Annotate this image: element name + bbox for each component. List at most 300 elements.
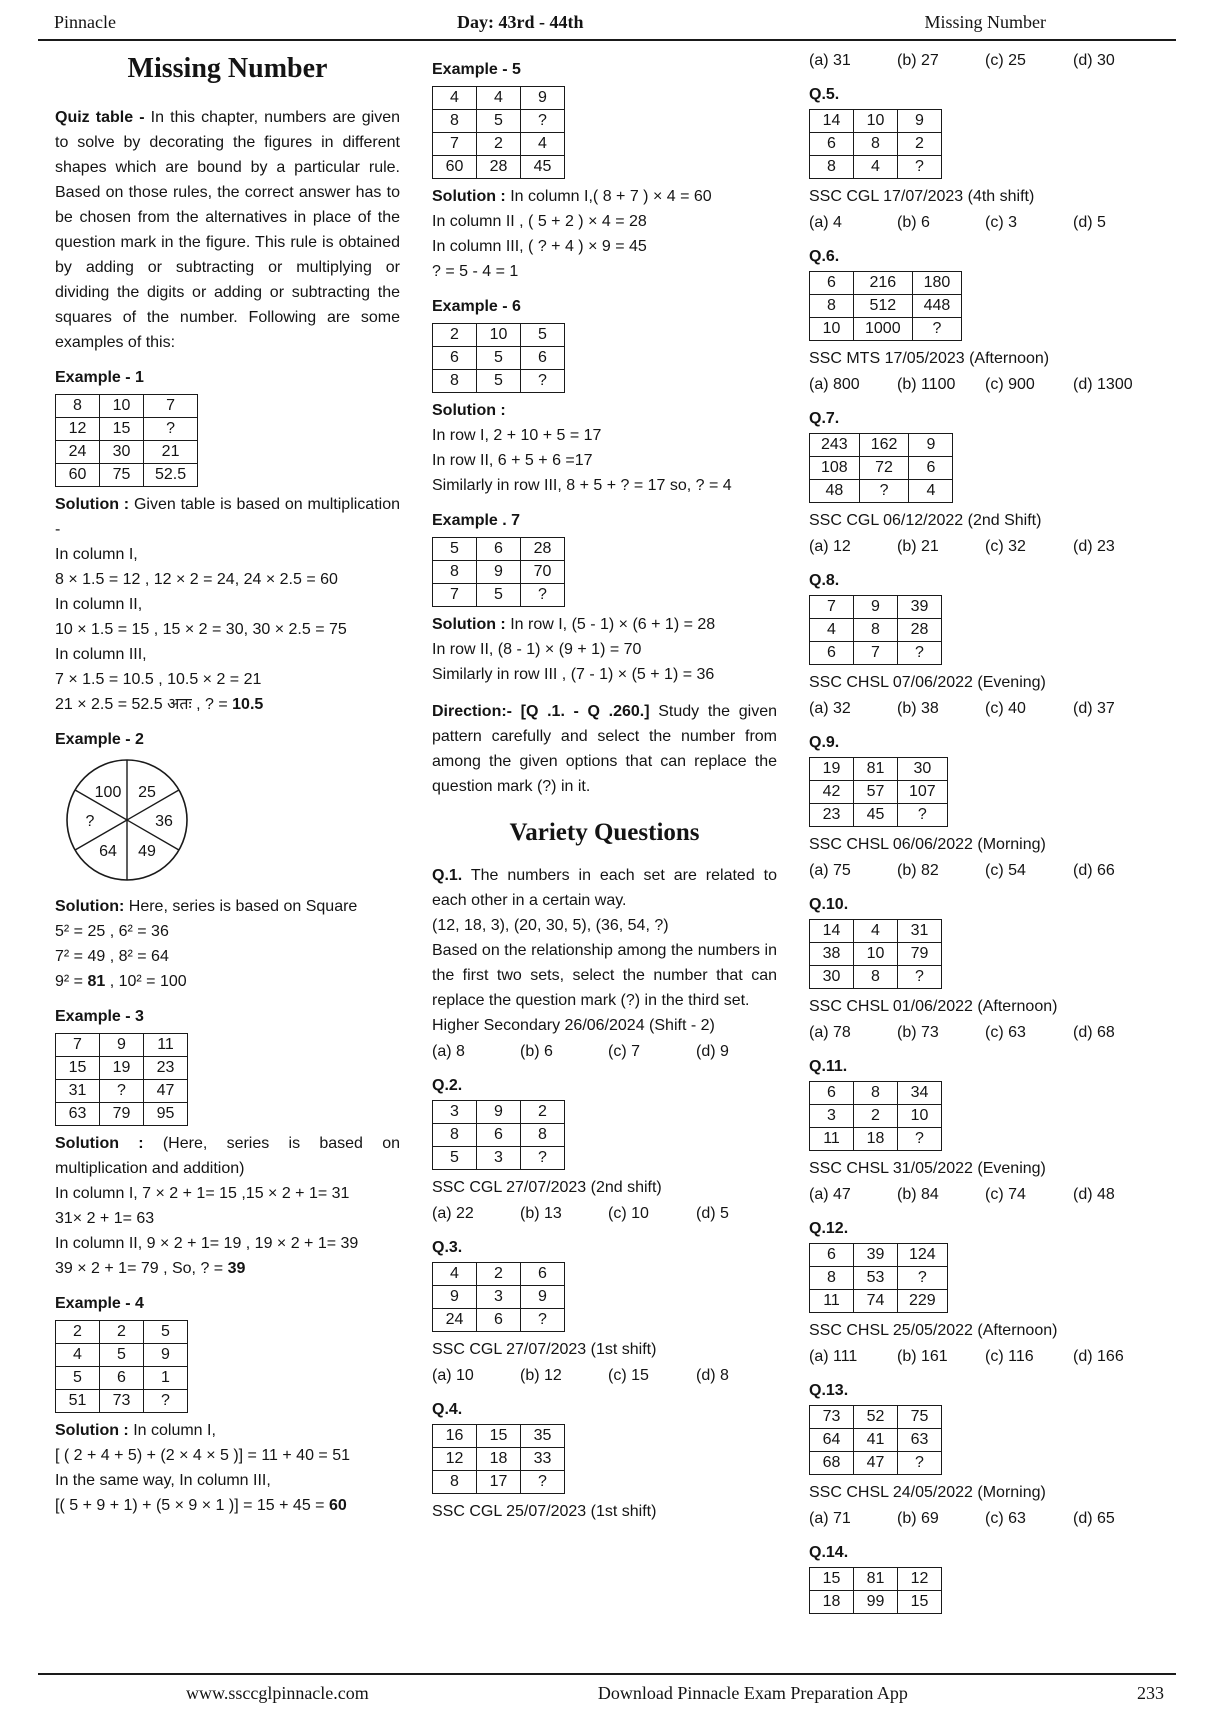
table-cell: 45 — [521, 156, 565, 179]
table-cell: 19 — [810, 758, 854, 781]
option: (d) 65 — [1073, 1510, 1115, 1527]
table-cell: 81 — [854, 758, 898, 781]
q-head: Q.6. — [809, 248, 840, 265]
option: (b) 13 — [520, 1205, 562, 1222]
table-cell: 57 — [854, 781, 898, 804]
table-cell: 16 — [433, 1425, 477, 1448]
option: (c) 3 — [985, 214, 1018, 231]
table-cell: 11 — [144, 1034, 188, 1057]
table-cell: 229 — [898, 1290, 948, 1313]
option: (d) 48 — [1073, 1186, 1115, 1203]
table-cell: ? — [521, 584, 565, 607]
table-cell: 8 — [433, 110, 477, 133]
text-line: 39 × 2 + 1= 79 , So, ? = 39 — [55, 1260, 246, 1277]
option: (c) 74 — [985, 1186, 1026, 1203]
table-row — [810, 966, 942, 989]
option: (c) 40 — [985, 700, 1026, 717]
text-line: In the same way, In column III, — [55, 1472, 271, 1489]
text-line: Similarly in row III, 8 + 5 + ? = 17 so, ? = 4 — [432, 477, 732, 494]
option: (b) 27 — [897, 52, 939, 69]
table-cell: 42 — [810, 781, 854, 804]
table-cell: 10 — [477, 324, 521, 347]
text-line: Solution: Here, series is based on Square — [55, 898, 358, 915]
footer-app-text: Download Pinnacle Exam Preparation App — [597, 1683, 908, 1703]
circle-diagram — [63, 756, 400, 884]
table-row — [433, 561, 565, 584]
paragraph: SSC CGL 25/07/2023 (1st shift) — [432, 1503, 657, 1520]
table-row — [56, 395, 198, 418]
paragraph: Based on the relationship among the numbers in the first two sets, select the number that can replace the question mark (?) in the third set. — [432, 942, 777, 1009]
option: (c) 63 — [985, 1024, 1026, 1041]
text-line: In row I, 2 + 10 + 5 = 17 — [432, 427, 602, 444]
table-cell: 74 — [854, 1290, 898, 1313]
column-3 — [809, 47, 1154, 1669]
table-cell: 33 — [521, 1448, 565, 1471]
table-cell: 24 — [56, 441, 100, 464]
table-cell: 7 — [56, 1034, 100, 1057]
answer-options — [809, 372, 1154, 397]
text-line: In row II, 6 + 5 + 6 =17 — [432, 452, 593, 469]
paragraph: Direction:- [Q .1. - Q .260.] Study the given pattern carefully and select the number from among the given options that can replace the question mark (?) in it. — [432, 703, 777, 795]
paragraph: SSC CGL 06/12/2022 (2nd Shift) — [809, 512, 1042, 529]
table-cell: 6 — [810, 272, 854, 295]
table-row — [810, 295, 962, 318]
table-cell: 3 — [477, 1147, 521, 1170]
table-cell: 2 — [56, 1321, 100, 1344]
text-line: [( 5 + 9 + 1) + (5 × 9 × 1 )] = 15 + 45 = 60 — [55, 1497, 347, 1514]
table-cell: 9 — [898, 110, 942, 133]
paragraph: (12, 18, 3), (20, 30, 5), (36, 54, ?) — [432, 917, 669, 934]
paragraph: SSC CHSL 01/06/2022 (Afternoon) — [809, 998, 1058, 1015]
circle-sector-value: 36 — [155, 813, 173, 830]
option: (c) 116 — [985, 1348, 1034, 1365]
paragraph: SSC CGL 27/07/2023 (1st shift) — [432, 1341, 657, 1358]
table-row — [810, 1290, 948, 1313]
table-row — [56, 1321, 188, 1344]
table-cell: 6 — [433, 347, 477, 370]
option: (a) 31 — [809, 52, 851, 69]
paragraph: SSC MTS 17/05/2023 (Afternoon) — [809, 350, 1050, 367]
option: (a) 111 — [809, 1348, 858, 1365]
ex-head: Example - 4 — [55, 1295, 144, 1312]
table-cell: ? — [898, 642, 942, 665]
paragraph: Quiz table - In this chapter, numbers are given to solve by decorating the figures in different shapes which are bound by a particular rule. Based on those rules, the correct answer has to be chosen from the alternatives in place of the question mark in the figure. This rule is obtained by adding or subtracting or multiplying or dividing the digits or adding or subtracting the squares of the number. Following are some examples of this: — [55, 109, 401, 351]
table-cell: 9 — [433, 1286, 477, 1309]
table-row — [433, 133, 565, 156]
table-cell: 24 — [433, 1309, 477, 1332]
table-cell: 11 — [810, 1128, 854, 1151]
column-1 — [55, 47, 400, 1669]
table-cell: 8 — [521, 1124, 565, 1147]
table-row — [810, 1244, 948, 1267]
number-table — [432, 86, 565, 179]
table-row — [433, 87, 565, 110]
table-cell: 8 — [433, 370, 477, 393]
table-cell: 8 — [854, 619, 898, 642]
table-row — [433, 584, 565, 607]
table-cell: 68 — [810, 1452, 854, 1475]
option: (b) 6 — [520, 1043, 553, 1060]
option: (b) 161 — [897, 1348, 948, 1365]
text-line: 10 × 1.5 = 15 , 15 × 2 = 30, 30 × 2.5 = 75 — [55, 621, 347, 638]
table-cell: ? — [898, 804, 948, 827]
text-line: In column I, 7 × 2 + 1= 15 ,15 × 2 + 1= 31 — [55, 1185, 350, 1202]
table-row — [56, 1080, 188, 1103]
table-cell: 35 — [521, 1425, 565, 1448]
text-line: 31× 2 + 1= 63 — [55, 1210, 155, 1227]
table-row — [433, 1263, 565, 1286]
table-cell: 8 — [433, 1124, 477, 1147]
option: (d) 37 — [1073, 700, 1115, 717]
answer-options — [809, 210, 1154, 235]
table-cell: ? — [521, 370, 565, 393]
number-table — [432, 1424, 565, 1494]
header-day-title: Day: 43rd - 44th — [456, 12, 584, 32]
table-cell: 31 — [898, 920, 942, 943]
ex-head: Example - 3 — [55, 1008, 144, 1025]
number-table — [809, 109, 942, 179]
page-header — [38, 0, 1176, 41]
header-brand: Pinnacle — [54, 12, 116, 32]
table-row — [433, 1101, 565, 1124]
table-cell: 5 — [477, 347, 521, 370]
ex-head: Example - 5 — [432, 61, 521, 78]
option: (c) 63 — [985, 1510, 1026, 1527]
table-cell: 75 — [898, 1406, 942, 1429]
table-cell: ? — [898, 156, 942, 179]
text-line: In row II, (8 - 1) × (9 + 1) = 70 — [432, 641, 642, 658]
table-row — [433, 1425, 565, 1448]
table-row — [56, 1390, 188, 1413]
table-cell: 6 — [810, 133, 854, 156]
table-cell: 4 — [433, 87, 477, 110]
table-row — [810, 1406, 942, 1429]
table-cell: ? — [521, 1471, 565, 1494]
table-row — [56, 464, 198, 487]
table-cell: 512 — [854, 295, 913, 318]
table-row — [810, 318, 962, 341]
option: (a) 10 — [432, 1367, 474, 1384]
table-cell: 72 — [859, 457, 909, 480]
solution-lines — [55, 1131, 400, 1281]
table-cell: 8 — [810, 156, 854, 179]
table-cell: 3 — [810, 1105, 854, 1128]
circle-sector-value: 64 — [99, 843, 117, 860]
solution-lines — [432, 398, 777, 498]
table-row — [810, 272, 962, 295]
table-cell: 73 — [810, 1406, 854, 1429]
answer-options — [809, 858, 1154, 883]
table-cell: 9 — [477, 561, 521, 584]
circle-sector-value: 25 — [138, 784, 156, 801]
table-cell: 6 — [909, 457, 953, 480]
table-cell: ? — [521, 1309, 565, 1332]
table-cell: 124 — [898, 1244, 948, 1267]
table-cell: 10 — [854, 943, 898, 966]
table-cell: 8 — [433, 1471, 477, 1494]
number-table — [432, 1100, 565, 1170]
option: (d) 30 — [1073, 52, 1115, 69]
table-cell: 10 — [898, 1105, 942, 1128]
table-cell: 15 — [56, 1057, 100, 1080]
table-cell: 5 — [433, 1147, 477, 1170]
table-cell: 64 — [810, 1429, 854, 1452]
circle-sector-value: 49 — [138, 843, 156, 860]
table-row — [433, 1286, 565, 1309]
table-cell: 4 — [909, 480, 953, 503]
table-cell: 47 — [144, 1080, 188, 1103]
option: (a) 4 — [809, 214, 842, 231]
text-line: In column II, — [55, 596, 143, 613]
table-row — [56, 1344, 188, 1367]
text-line: In column II , ( 5 + 2 ) × 4 = 28 — [432, 213, 647, 230]
text-line: Solution : In column I, — [55, 1422, 216, 1439]
table-cell: 5 — [144, 1321, 188, 1344]
table-cell: 2 — [854, 1105, 898, 1128]
table-cell: 34 — [898, 1082, 942, 1105]
text-line: In column II, 9 × 2 + 1= 19 , 19 × 2 + 1= 39 — [55, 1235, 359, 1252]
table-cell: 6 — [810, 1082, 854, 1105]
table-cell: 2 — [898, 133, 942, 156]
option: (a) 75 — [809, 862, 851, 879]
number-table — [809, 1567, 942, 1614]
option: (a) 32 — [809, 700, 851, 717]
table-cell: 18 — [477, 1448, 521, 1471]
table-cell: 6 — [477, 538, 521, 561]
table-cell: 12 — [56, 418, 100, 441]
text-line: Solution : In column I,( 8 + 7 ) × 4 = 60 — [432, 188, 712, 205]
option: (c) 900 — [985, 376, 1035, 393]
table-cell: 48 — [810, 480, 860, 503]
table-row — [433, 110, 565, 133]
option: (b) 82 — [897, 862, 939, 879]
number-table — [809, 1081, 942, 1151]
q-head: Q.10. — [809, 896, 849, 913]
table-cell: 2 — [477, 1263, 521, 1286]
table-row — [810, 110, 942, 133]
table-cell: 4 — [477, 87, 521, 110]
paragraph: SSC CHSL 31/05/2022 (Evening) — [809, 1160, 1046, 1177]
option: (c) 10 — [608, 1205, 649, 1222]
q-head: Q.11. — [809, 1058, 848, 1075]
option: (b) 6 — [897, 214, 930, 231]
table-cell: 39 — [854, 1244, 898, 1267]
table-cell: 243 — [810, 434, 860, 457]
q-head: Q.7. — [809, 410, 840, 427]
table-row — [56, 418, 198, 441]
table-cell: 6 — [477, 1124, 521, 1147]
ex-head: Example - 1 — [55, 369, 144, 386]
table-cell: 6 — [521, 1263, 565, 1286]
table-cell: 45 — [854, 804, 898, 827]
table-cell: 63 — [56, 1103, 100, 1126]
option: (a) 8 — [432, 1043, 465, 1060]
text-line: Solution : (Here, series is based on multiplication and addition) — [55, 1135, 400, 1177]
table-row — [810, 133, 942, 156]
table-cell: 81 — [854, 1568, 898, 1591]
table-row — [810, 434, 953, 457]
option: (a) 800 — [809, 376, 860, 393]
ex-head: Example - 6 — [432, 298, 521, 315]
footer-website: www.ssccglpinnacle.com — [186, 1683, 369, 1703]
table-cell: 5 — [433, 538, 477, 561]
table-cell: 23 — [810, 804, 854, 827]
ex-head: Example - 2 — [55, 731, 144, 748]
number-table — [55, 394, 198, 487]
table-cell: 30 — [100, 441, 144, 464]
table-cell: 4 — [854, 156, 898, 179]
table-cell: 4 — [854, 920, 898, 943]
table-cell: 6 — [521, 347, 565, 370]
table-cell: 2 — [100, 1321, 144, 1344]
table-cell: 5 — [100, 1344, 144, 1367]
text-line: In column I, — [55, 546, 138, 563]
table-cell: 9 — [144, 1344, 188, 1367]
table-cell: 79 — [898, 943, 942, 966]
number-table — [432, 1262, 565, 1332]
table-cell: 53 — [854, 1267, 898, 1290]
table-cell: 7 — [433, 584, 477, 607]
answer-options — [432, 1363, 777, 1388]
q-head: Q.8. — [809, 572, 840, 589]
solution-lines — [55, 894, 400, 994]
number-table — [809, 919, 942, 989]
table-row — [810, 804, 948, 827]
table-cell: 28 — [477, 156, 521, 179]
table-cell: 73 — [100, 1390, 144, 1413]
table-cell: 7 — [144, 395, 198, 418]
q-head: Q.14. — [809, 1544, 849, 1561]
text-line: [ ( 2 + 4 + 5) + (2 × 4 × 5 )] = 11 + 40 = 51 — [55, 1447, 351, 1464]
table-cell: 4 — [433, 1263, 477, 1286]
table-cell: 31 — [56, 1080, 100, 1103]
option: (a) 78 — [809, 1024, 851, 1041]
table-cell: 9 — [100, 1034, 144, 1057]
table-cell: 19 — [100, 1057, 144, 1080]
header-chapter-title: Missing Number — [924, 12, 1046, 32]
table-cell: 162 — [859, 434, 909, 457]
table-cell: 5 — [477, 110, 521, 133]
number-table — [809, 1405, 942, 1475]
table-cell: 15 — [477, 1425, 521, 1448]
text-line: In column III, ( ? + 4 ) × 9 = 45 — [432, 238, 647, 255]
answer-options — [809, 534, 1154, 559]
paragraph: SSC CHSL 07/06/2022 (Evening) — [809, 674, 1046, 691]
table-row — [810, 1568, 942, 1591]
answer-options — [432, 1039, 777, 1064]
answer-options — [809, 1020, 1154, 1045]
paragraph: Higher Secondary 26/06/2024 (Shift - 2) — [432, 1017, 715, 1034]
option: (b) 38 — [897, 700, 939, 717]
table-row — [433, 324, 565, 347]
table-cell: 8 — [854, 966, 898, 989]
table-cell: ? — [898, 1267, 948, 1290]
table-cell: 52.5 — [144, 464, 198, 487]
table-cell: 8 — [854, 1082, 898, 1105]
table-cell: 4 — [810, 619, 854, 642]
option: (c) 54 — [985, 862, 1026, 879]
table-cell: 28 — [521, 538, 565, 561]
table-cell: 6 — [810, 642, 854, 665]
q-head: Q.5. — [809, 86, 840, 103]
table-cell: ? — [898, 1128, 942, 1151]
table-row — [810, 156, 942, 179]
table-cell: 60 — [56, 464, 100, 487]
table-cell: 5 — [477, 584, 521, 607]
table-cell: 8 — [810, 295, 854, 318]
table-cell: 4 — [521, 133, 565, 156]
table-row — [810, 457, 953, 480]
circle-sector-value: 100 — [94, 784, 122, 801]
table-row — [56, 1057, 188, 1080]
answer-options — [809, 1344, 1154, 1369]
q-head: Q.4. — [432, 1401, 463, 1418]
solution-lines — [55, 1418, 400, 1518]
q-head: Q.12. — [809, 1220, 849, 1237]
option: (d) 1300 — [1073, 376, 1133, 393]
table-cell: 2 — [521, 1101, 565, 1124]
solution-lines — [55, 492, 400, 717]
table-cell: 14 — [810, 920, 854, 943]
table-row — [433, 1448, 565, 1471]
table-cell: 4 — [56, 1344, 100, 1367]
table-cell: ? — [144, 1390, 188, 1413]
table-row — [810, 1105, 942, 1128]
table-cell: 8 — [433, 561, 477, 584]
table-cell: 12 — [433, 1448, 477, 1471]
text-line: 21 × 2.5 = 52.5 अतः , ? = 10.5 — [55, 696, 264, 713]
option: (c) 32 — [985, 538, 1026, 555]
table-cell: ? — [100, 1080, 144, 1103]
number-table — [432, 537, 565, 607]
option: (c) 7 — [608, 1043, 641, 1060]
text-line: 8 × 1.5 = 12 , 12 × 2 = 24, 24 × 2.5 = 60 — [55, 571, 338, 588]
table-cell: ? — [521, 1147, 565, 1170]
paragraph: SSC CHSL 24/05/2022 (Morning) — [809, 1484, 1046, 1501]
table-cell: 10 — [100, 395, 144, 418]
table-cell: 3 — [433, 1101, 477, 1124]
table-cell: 15 — [898, 1591, 942, 1614]
table-row — [810, 1591, 942, 1614]
table-cell: ? — [898, 966, 942, 989]
option: (d) 5 — [696, 1205, 729, 1222]
paragraph: SSC CGL 27/07/2023 (2nd shift) — [432, 1179, 662, 1196]
q-head: Q.3. — [432, 1239, 463, 1256]
q-head: Q.9. — [809, 734, 840, 751]
paragraph: Q.1. The numbers in each set are related to each other in a certain way. — [432, 867, 777, 909]
table-cell: 30 — [898, 758, 948, 781]
table-cell: 15 — [100, 418, 144, 441]
table-cell: 47 — [854, 1452, 898, 1475]
text-line: 7 × 1.5 = 10.5 , 10.5 × 2 = 21 — [55, 671, 262, 688]
table-cell: 99 — [854, 1591, 898, 1614]
answer-options — [809, 696, 1154, 721]
table-cell: 41 — [854, 1429, 898, 1452]
option: (a) 71 — [809, 1510, 851, 1527]
table-cell: 28 — [898, 619, 942, 642]
option: (d) 68 — [1073, 1024, 1115, 1041]
option: (b) 12 — [520, 1367, 562, 1384]
table-row — [56, 1103, 188, 1126]
table-cell: 15 — [810, 1568, 854, 1591]
answer-options — [809, 1506, 1154, 1531]
table-cell: 7 — [810, 596, 854, 619]
table-cell: 14 — [810, 110, 854, 133]
option: (b) 73 — [897, 1024, 939, 1041]
table-cell: 108 — [810, 457, 860, 480]
table-cell: 6 — [477, 1309, 521, 1332]
table-cell: 5 — [521, 324, 565, 347]
